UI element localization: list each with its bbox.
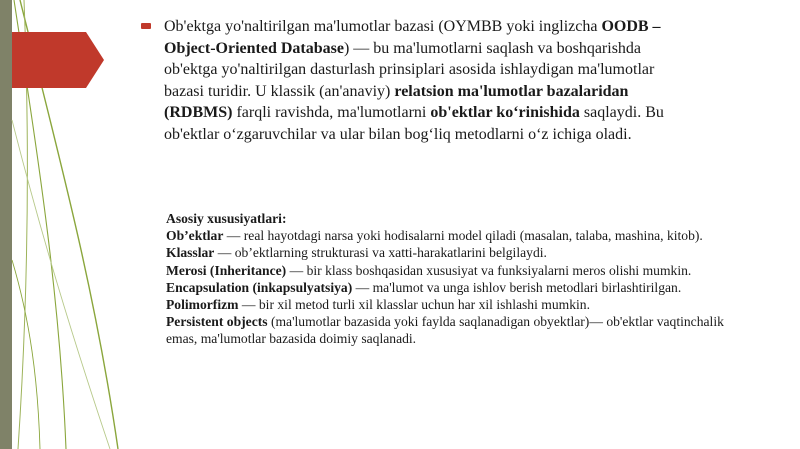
feature-desc: — bir klass boshqasidan xususiyat va funksiyalarni meros olishi mumkin. — [286, 262, 692, 278]
features-block — [166, 210, 726, 348]
intro-text-3: farqli ravishda, ma'lumotlarni — [232, 104, 431, 122]
feature-desc: (ma'lumotlar bazasida yoki faylda saqlanadigan obyektlar)— ob'ektlar vaqtinchalik emas, ma'lumotlar bazasida doimiy saqlanadi. — [166, 314, 724, 347]
intro-bold-rdbms: relatsion ma'lumotlar bazalaridan (RDBMS) — [164, 82, 629, 122]
feature-term: Polimorfizm — [166, 297, 239, 313]
intro-text-2: ) — bu ma'lumotlarni saqlash va boshqarishda ob'ektga yo'naltirilgan dasturlash prinsiplari asosida ishlaydigan ma'lumotlar bazasi turidir. U klassik (an'anaviy) — [164, 39, 655, 100]
feature-item-classes — [166, 244, 726, 261]
red-arrow-shape — [0, 0, 110, 120]
feature-item-objects — [166, 227, 726, 244]
feature-term: Ob’ektlar — [166, 228, 224, 244]
intro-text-4: saqlaydi. Bu ob'ektlar o‘zgaruvchilar va ular bilan bog‘liq metodlarni o‘z ichiga oladi. — [164, 104, 664, 143]
feature-desc: — ma'lumot va unga ishlov berish metodlari birlashtirilgan. — [352, 279, 682, 295]
feature-term: Encapsulation (inkapsulyatsiya) — [166, 279, 353, 295]
intro-bold-oodb: OODB – Object-Oriented Database — [164, 18, 661, 57]
intro-text-1: Ob'ektga yo'naltirilgan ma'lumotlar bazasi (OYMBB yoki inglizcha — [164, 18, 602, 35]
intro-paragraph — [164, 16, 694, 146]
intro-bold-objects: ob'ektlar ko‘rinishida — [430, 104, 580, 122]
feature-desc: — bir xil metod turli xil klasslar uchun har xil ishlashi mumkin. — [238, 297, 590, 313]
feature-desc: — real hayotdagi narsa yoki hodisalarni model qiladi (masalan, talaba, mashina, kitob). — [223, 228, 703, 244]
decor-curve-4 — [12, 120, 110, 449]
features-heading: Asosiy xususiyatlari: — [166, 211, 287, 226]
feature-item-polymorphism — [166, 296, 726, 313]
feature-item-inheritance — [166, 262, 726, 279]
red-arrow-polygon — [12, 32, 104, 88]
feature-item-encapsulation — [166, 279, 726, 296]
feature-item-persistent — [166, 313, 726, 347]
feature-term: Persistent objects — [166, 314, 268, 330]
feature-term: Merosi (Inheritance) — [166, 262, 287, 278]
feature-term: Klasslar — [166, 245, 215, 261]
bullet-icon — [141, 23, 151, 29]
feature-desc: — ob’ektlarning strukturasi va xatti-harakatlarini belgilaydi. — [214, 245, 547, 261]
